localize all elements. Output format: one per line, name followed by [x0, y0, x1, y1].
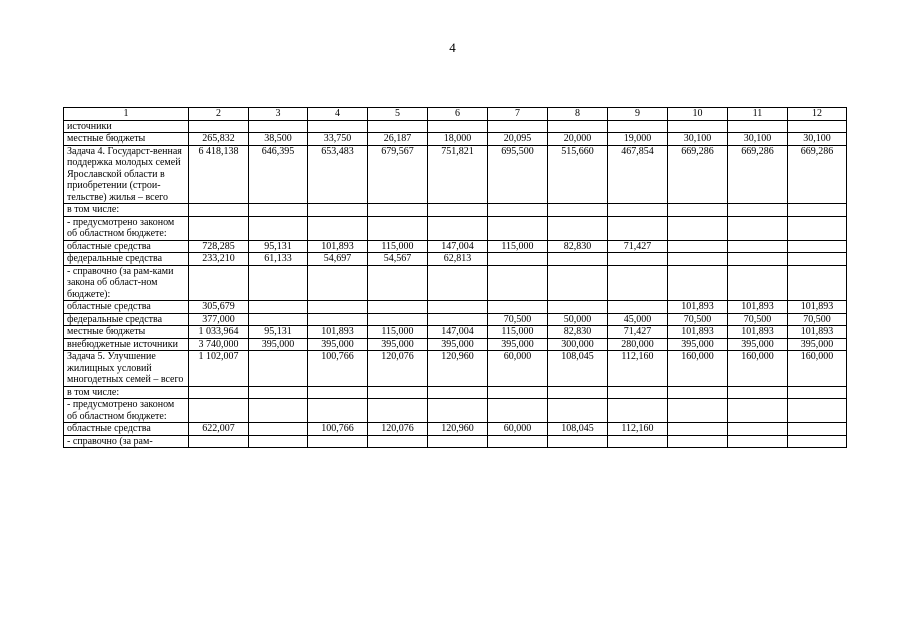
value-cell: 50,000	[548, 313, 608, 326]
table-row	[64, 240, 847, 253]
row-label: федеральные средства	[64, 313, 189, 326]
value-cell: 101,893	[788, 326, 847, 339]
value-cell: 30,100	[788, 133, 847, 146]
table-row	[64, 145, 847, 204]
value-cell	[728, 435, 788, 448]
value-cell	[368, 120, 428, 133]
value-cell	[728, 240, 788, 253]
value-cell	[189, 204, 249, 217]
value-cell	[308, 386, 368, 399]
column-number: 1	[64, 108, 189, 121]
column-number: 9	[608, 108, 668, 121]
value-cell	[308, 216, 368, 240]
value-cell	[788, 216, 847, 240]
value-cell: 61,133	[249, 253, 308, 266]
value-cell: 70,500	[728, 313, 788, 326]
value-cell	[788, 120, 847, 133]
value-cell	[428, 265, 488, 301]
value-cell: 395,000	[308, 338, 368, 351]
value-cell: 679,567	[368, 145, 428, 204]
value-cell	[548, 204, 608, 217]
value-cell: 30,100	[668, 133, 728, 146]
table-row	[64, 216, 847, 240]
value-cell: 669,286	[668, 145, 728, 204]
table-row	[64, 120, 847, 133]
value-cell	[668, 265, 728, 301]
value-cell: 233,210	[189, 253, 249, 266]
value-cell	[608, 253, 668, 266]
value-cell	[488, 204, 548, 217]
row-label: федеральные средства	[64, 253, 189, 266]
value-cell	[308, 204, 368, 217]
value-cell: 45,000	[608, 313, 668, 326]
value-cell	[368, 301, 428, 314]
value-cell	[668, 435, 728, 448]
value-cell	[368, 435, 428, 448]
value-cell: 60,000	[488, 423, 548, 436]
value-cell	[548, 253, 608, 266]
row-label: - предусмотрено законом об областном бюджете:	[64, 399, 189, 423]
value-cell	[608, 120, 668, 133]
value-cell: 19,000	[608, 133, 668, 146]
table-header-row	[64, 108, 847, 121]
value-cell	[488, 253, 548, 266]
value-cell: 54,567	[368, 253, 428, 266]
value-cell: 115,000	[488, 240, 548, 253]
value-cell	[189, 399, 249, 423]
value-cell: 82,830	[548, 326, 608, 339]
row-label: областные средства	[64, 240, 189, 253]
value-cell	[428, 216, 488, 240]
value-cell	[488, 386, 548, 399]
value-cell: 95,131	[249, 240, 308, 253]
column-number: 7	[488, 108, 548, 121]
value-cell	[308, 301, 368, 314]
value-cell: 395,000	[428, 338, 488, 351]
value-cell	[788, 265, 847, 301]
value-cell: 101,893	[308, 326, 368, 339]
row-label: местные бюджеты	[64, 133, 189, 146]
value-cell	[368, 265, 428, 301]
value-cell: 100,766	[308, 351, 368, 387]
value-cell: 622,007	[189, 423, 249, 436]
value-cell: 82,830	[548, 240, 608, 253]
table-row	[64, 423, 847, 436]
value-cell	[368, 386, 428, 399]
value-cell: 101,893	[668, 301, 728, 314]
value-cell	[249, 351, 308, 387]
value-cell	[788, 253, 847, 266]
value-cell	[788, 423, 847, 436]
value-cell: 300,000	[548, 338, 608, 351]
value-cell	[668, 423, 728, 436]
value-cell	[548, 435, 608, 448]
table-row	[64, 338, 847, 351]
value-cell: 377,000	[189, 313, 249, 326]
value-cell: 101,893	[668, 326, 728, 339]
value-cell	[608, 399, 668, 423]
value-cell: 26,187	[368, 133, 428, 146]
value-cell	[668, 240, 728, 253]
value-cell: 120,076	[368, 423, 428, 436]
value-cell: 395,000	[728, 338, 788, 351]
value-cell: 62,813	[428, 253, 488, 266]
value-cell	[548, 301, 608, 314]
value-cell: 112,160	[608, 423, 668, 436]
value-cell	[548, 386, 608, 399]
table-row	[64, 399, 847, 423]
value-cell	[608, 204, 668, 217]
value-cell	[668, 216, 728, 240]
value-cell	[368, 204, 428, 217]
value-cell	[548, 399, 608, 423]
value-cell	[668, 399, 728, 423]
value-cell	[308, 265, 368, 301]
value-cell	[308, 313, 368, 326]
table-row	[64, 133, 847, 146]
value-cell: 115,000	[488, 326, 548, 339]
value-cell	[428, 301, 488, 314]
value-cell	[189, 265, 249, 301]
value-cell	[488, 399, 548, 423]
row-label: Задача 4. Государст-венная поддержка молодых семей Ярославской области в приобретении (строи-тельстве) жилья – всего	[64, 145, 189, 204]
value-cell	[249, 435, 308, 448]
column-number: 11	[728, 108, 788, 121]
value-cell	[308, 120, 368, 133]
value-cell: 395,000	[488, 338, 548, 351]
row-label: источники	[64, 120, 189, 133]
value-cell: 515,660	[548, 145, 608, 204]
value-cell	[249, 423, 308, 436]
row-label: областные средства	[64, 301, 189, 314]
value-cell: 71,427	[608, 326, 668, 339]
value-cell	[249, 265, 308, 301]
value-cell	[249, 301, 308, 314]
value-cell	[728, 253, 788, 266]
table-row	[64, 435, 847, 448]
value-cell	[189, 435, 249, 448]
value-cell	[548, 120, 608, 133]
value-cell: 147,004	[428, 326, 488, 339]
value-cell	[608, 301, 668, 314]
value-cell: 280,000	[608, 338, 668, 351]
value-cell	[728, 399, 788, 423]
value-cell: 395,000	[668, 338, 728, 351]
value-cell: 160,000	[668, 351, 728, 387]
row-label: Задача 5. Улучшение жилищных условий многодетных семей – всего	[64, 351, 189, 387]
value-cell: 120,960	[428, 351, 488, 387]
value-cell: 60,000	[488, 351, 548, 387]
value-cell	[488, 120, 548, 133]
value-cell: 101,893	[788, 301, 847, 314]
column-number: 2	[189, 108, 249, 121]
value-cell: 112,160	[608, 351, 668, 387]
value-cell	[368, 399, 428, 423]
value-cell: 18,000	[428, 133, 488, 146]
column-number: 3	[249, 108, 308, 121]
value-cell: 108,045	[548, 351, 608, 387]
value-cell	[488, 216, 548, 240]
value-cell	[608, 435, 668, 448]
row-label: областные средства	[64, 423, 189, 436]
value-cell	[668, 253, 728, 266]
value-cell	[488, 301, 548, 314]
table-row	[64, 313, 847, 326]
value-cell: 695,500	[488, 145, 548, 204]
column-number: 10	[668, 108, 728, 121]
value-cell: 108,045	[548, 423, 608, 436]
value-cell	[608, 386, 668, 399]
value-cell: 160,000	[728, 351, 788, 387]
value-cell	[189, 120, 249, 133]
table-row	[64, 386, 847, 399]
value-cell: 395,000	[788, 338, 847, 351]
value-cell	[368, 313, 428, 326]
value-cell: 1 102,007	[189, 351, 249, 387]
column-number: 4	[308, 108, 368, 121]
row-label: в том числе:	[64, 204, 189, 217]
value-cell	[548, 265, 608, 301]
value-cell: 646,395	[249, 145, 308, 204]
value-cell	[428, 435, 488, 448]
column-number: 6	[428, 108, 488, 121]
row-label: - справочно (за рам-ками закона об област-ном бюджете):	[64, 265, 189, 301]
value-cell: 95,131	[249, 326, 308, 339]
value-cell	[308, 399, 368, 423]
value-cell	[488, 435, 548, 448]
row-label: - справочно (за рам-	[64, 435, 189, 448]
value-cell: 30,100	[728, 133, 788, 146]
value-cell: 120,076	[368, 351, 428, 387]
value-cell	[788, 435, 847, 448]
value-cell: 751,821	[428, 145, 488, 204]
value-cell: 70,500	[488, 313, 548, 326]
value-cell	[249, 216, 308, 240]
value-cell	[788, 386, 847, 399]
value-cell	[668, 204, 728, 217]
value-cell	[728, 216, 788, 240]
value-cell: 6 418,138	[189, 145, 249, 204]
value-cell: 100,766	[308, 423, 368, 436]
value-cell	[249, 386, 308, 399]
value-cell	[488, 265, 548, 301]
row-label: - предусмотрено законом об областном бюджете:	[64, 216, 189, 240]
value-cell	[308, 435, 368, 448]
value-cell	[249, 204, 308, 217]
value-cell	[249, 120, 308, 133]
page-number: 4	[449, 40, 456, 55]
value-cell	[668, 386, 728, 399]
table-row	[64, 326, 847, 339]
value-cell	[189, 216, 249, 240]
value-cell	[368, 216, 428, 240]
value-cell: 20,000	[548, 133, 608, 146]
value-cell: 395,000	[368, 338, 428, 351]
value-cell	[548, 216, 608, 240]
value-cell	[428, 313, 488, 326]
value-cell: 54,697	[308, 253, 368, 266]
value-cell: 115,000	[368, 240, 428, 253]
value-cell	[428, 120, 488, 133]
value-cell: 1 033,964	[189, 326, 249, 339]
column-number: 5	[368, 108, 428, 121]
value-cell	[788, 240, 847, 253]
value-cell: 71,427	[608, 240, 668, 253]
value-cell: 38,500	[249, 133, 308, 146]
table-row	[64, 253, 847, 266]
value-cell: 3 740,000	[189, 338, 249, 351]
value-cell: 70,500	[668, 313, 728, 326]
value-cell: 101,893	[308, 240, 368, 253]
value-cell	[608, 216, 668, 240]
value-cell: 147,004	[428, 240, 488, 253]
column-number: 12	[788, 108, 847, 121]
value-cell: 160,000	[788, 351, 847, 387]
row-label: местные бюджеты	[64, 326, 189, 339]
value-cell: 70,500	[788, 313, 847, 326]
value-cell: 669,286	[788, 145, 847, 204]
value-cell: 395,000	[249, 338, 308, 351]
table-row	[64, 204, 847, 217]
value-cell	[728, 120, 788, 133]
value-cell	[249, 399, 308, 423]
value-cell: 305,679	[189, 301, 249, 314]
value-cell	[728, 423, 788, 436]
budget-table	[63, 107, 847, 448]
value-cell	[728, 265, 788, 301]
value-cell: 101,893	[728, 301, 788, 314]
value-cell	[428, 204, 488, 217]
value-cell	[788, 204, 847, 217]
column-number: 8	[548, 108, 608, 121]
value-cell	[668, 120, 728, 133]
value-cell: 120,960	[428, 423, 488, 436]
value-cell: 101,893	[728, 326, 788, 339]
value-cell	[428, 386, 488, 399]
table-row	[64, 301, 847, 314]
value-cell	[189, 386, 249, 399]
value-cell	[788, 399, 847, 423]
value-cell: 115,000	[368, 326, 428, 339]
row-label: в том числе:	[64, 386, 189, 399]
value-cell	[428, 399, 488, 423]
table-row	[64, 351, 847, 387]
value-cell	[728, 386, 788, 399]
value-cell: 728,285	[189, 240, 249, 253]
row-label: внебюджетные источники	[64, 338, 189, 351]
value-cell: 467,854	[608, 145, 668, 204]
value-cell: 265,832	[189, 133, 249, 146]
table-row	[64, 265, 847, 301]
value-cell: 20,095	[488, 133, 548, 146]
value-cell	[608, 265, 668, 301]
value-cell: 33,750	[308, 133, 368, 146]
value-cell	[249, 313, 308, 326]
value-cell: 653,483	[308, 145, 368, 204]
value-cell: 669,286	[728, 145, 788, 204]
value-cell	[728, 204, 788, 217]
